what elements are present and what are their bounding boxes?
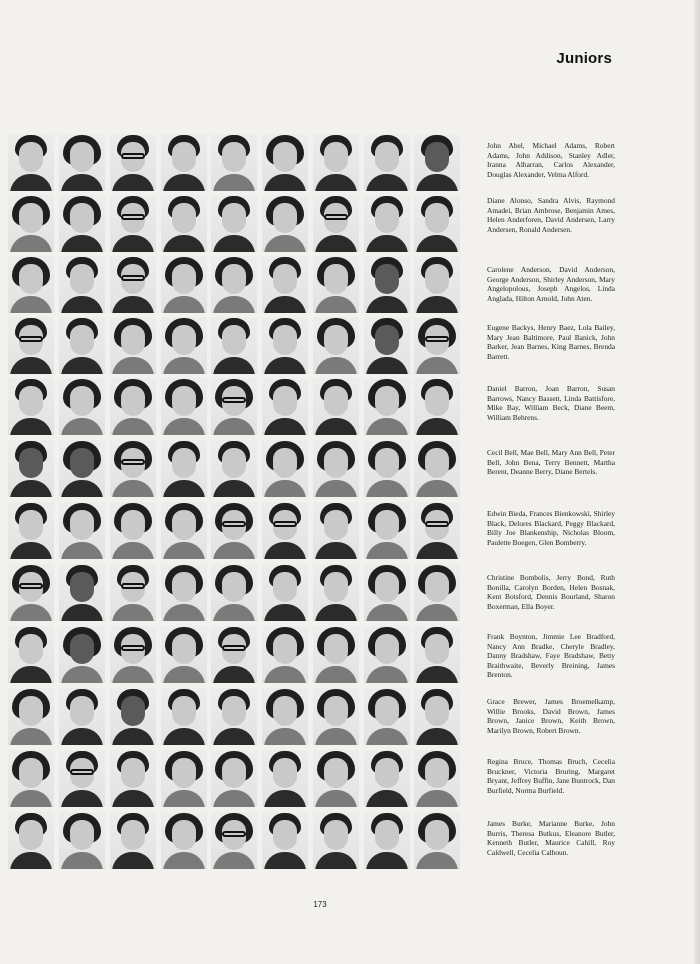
portrait-row	[8, 440, 464, 498]
student-portrait	[414, 317, 460, 374]
student-portrait	[161, 626, 207, 683]
student-portrait	[8, 440, 54, 497]
student-portrait	[313, 688, 359, 745]
student-portrait	[313, 317, 359, 374]
student-portrait	[110, 502, 156, 559]
student-portrait	[161, 256, 207, 313]
portrait-row	[8, 317, 464, 375]
student-portrait	[262, 256, 308, 313]
student-portrait	[262, 317, 308, 374]
student-portrait	[364, 626, 410, 683]
portrait-row	[8, 256, 464, 314]
student-portrait	[8, 256, 54, 313]
student-portrait	[262, 502, 308, 559]
student-portrait	[161, 195, 207, 252]
student-portrait	[414, 502, 460, 559]
student-portrait	[313, 564, 359, 621]
student-portrait	[8, 502, 54, 559]
student-portrait	[8, 626, 54, 683]
student-portrait	[211, 317, 257, 374]
student-portrait	[313, 195, 359, 252]
portrait-row	[8, 134, 464, 192]
student-portrait	[59, 378, 105, 435]
student-portrait	[161, 750, 207, 807]
name-caption: Christine Bombolis, Jerry Bond, Ruth Bonilla, Carolyn Borden, Helen Bosnak, Kent Botsford, Dennis Bourland, Sharon Boxerman, Ella Boyer.	[487, 573, 615, 611]
student-portrait	[161, 378, 207, 435]
name-caption: Carolene Anderson, David Anderson, George Anderson, Shirley Anderson, Mary Angelopolous, Joseph Angelos, Linda Anglada, Hilton Arnold, John Aten.	[487, 265, 615, 303]
student-portrait	[161, 564, 207, 621]
student-portrait	[59, 256, 105, 313]
student-portrait	[110, 195, 156, 252]
student-portrait	[262, 812, 308, 869]
student-portrait	[211, 378, 257, 435]
name-caption: Edwin Bieda, Frances Bienkowski, Shirley Black, Delores Blackard, Peggy Blackard, Billy Joe Blankenship, Nicholas Bloom, Paulette Boegen, Glen Bomberry.	[487, 509, 615, 547]
student-portrait	[414, 256, 460, 313]
student-portrait	[110, 440, 156, 497]
student-portrait	[364, 256, 410, 313]
portrait-row	[8, 750, 464, 808]
student-portrait	[211, 195, 257, 252]
student-portrait	[414, 626, 460, 683]
student-portrait	[110, 378, 156, 435]
student-portrait	[8, 317, 54, 374]
student-portrait	[364, 564, 410, 621]
student-portrait	[211, 750, 257, 807]
student-portrait	[364, 750, 410, 807]
student-portrait	[59, 564, 105, 621]
student-portrait	[8, 134, 54, 191]
student-portrait	[364, 195, 410, 252]
page-edge	[694, 0, 700, 964]
student-portrait	[8, 195, 54, 252]
student-portrait	[211, 440, 257, 497]
student-portrait	[161, 317, 207, 374]
student-portrait	[262, 626, 308, 683]
portrait-row	[8, 688, 464, 746]
name-caption: Daniel Barron, Joan Barron, Susan Barrows, Nancy Bassett, Linda Battisfore, Mike Bay, William Beck, Diane Beem, William Behrens.	[487, 384, 615, 422]
student-portrait	[161, 134, 207, 191]
student-portrait	[59, 688, 105, 745]
student-portrait	[110, 134, 156, 191]
student-portrait	[364, 502, 410, 559]
student-portrait	[313, 134, 359, 191]
student-portrait	[313, 378, 359, 435]
student-portrait	[110, 688, 156, 745]
student-portrait	[211, 688, 257, 745]
student-portrait	[59, 440, 105, 497]
portrait-row	[8, 626, 464, 684]
name-caption: Diane Alonso, Sandra Alvis, Raymond Amadei, Brian Ambrose, Benjamin Ames, Helen Anderforen, David Andersen, Larry Andersen, Ronald Andersen.	[487, 196, 615, 234]
student-portrait	[262, 134, 308, 191]
student-portrait	[262, 688, 308, 745]
student-portrait	[262, 440, 308, 497]
student-portrait	[211, 256, 257, 313]
name-caption: Regina Bruce, Thomas Bruch, Cecelia Bruckner, Victoria Bruring, Margaret Bryant, Jeffrey Buffin, Jane Buntrock, Dan Burfield, Norma Burfield.	[487, 757, 615, 795]
student-portrait	[262, 750, 308, 807]
name-caption: John Abel, Michael Adams, Robert Adams, John Addison, Stanley Adler, Iranna Alharran, Carlos Alexander, Douglas Alexander, Velma Alford.	[487, 141, 615, 179]
student-portrait	[59, 502, 105, 559]
name-caption: Frank Boynton, Jimmie Lee Bradford, Nancy Ann Bradke, Cheryle Bradley, Danny Bradshaw, Faye Bradshaw, Betty Braithwaite, Beverly Breining, James Brenton.	[487, 632, 615, 680]
name-caption: James Burke, Marianne Burke, John Burris, Theresa Butkus, Eleanore Butler, Kenneth Butler, Maurice Cahill, Roy Caldwell, Cecelia Calhoun.	[487, 819, 615, 857]
student-portrait	[364, 440, 410, 497]
student-portrait	[364, 378, 410, 435]
student-portrait	[161, 440, 207, 497]
name-caption: Grace Brewer, James Broemelkamp, Willie Brooks, David Brown, James Brown, Janice Brown, Keith Brown, Marilyn Brown, Robert Brown.	[487, 697, 615, 735]
student-portrait	[161, 502, 207, 559]
student-portrait	[313, 502, 359, 559]
student-portrait	[313, 440, 359, 497]
student-portrait	[59, 195, 105, 252]
student-portrait	[59, 626, 105, 683]
student-portrait	[161, 688, 207, 745]
student-portrait	[8, 688, 54, 745]
name-caption: Cecil Bell, Mae Bell, Mary Ann Bell, Peter Bell, John Bena, Terry Bennett, Martha Berent, Deanne Berry, Diane Bertels.	[487, 448, 615, 477]
student-portrait	[364, 134, 410, 191]
student-portrait	[59, 750, 105, 807]
student-portrait	[414, 812, 460, 869]
student-portrait	[59, 317, 105, 374]
student-portrait	[211, 626, 257, 683]
student-portrait	[414, 564, 460, 621]
name-caption: Eugene Backys, Henry Baez, Lola Bailey, Mary Jean Baltimore, Paul Banick, John Barker, Jean Barnes, King Barnes, Brenda Barrett.	[487, 323, 615, 361]
student-portrait	[364, 317, 410, 374]
student-portrait	[110, 256, 156, 313]
student-portrait	[8, 750, 54, 807]
portrait-row	[8, 378, 464, 436]
student-portrait	[364, 812, 410, 869]
portrait-row	[8, 502, 464, 560]
portrait-row	[8, 195, 464, 253]
student-portrait	[364, 688, 410, 745]
student-portrait	[59, 134, 105, 191]
student-portrait	[211, 502, 257, 559]
student-portrait	[110, 812, 156, 869]
student-portrait	[313, 256, 359, 313]
student-portrait	[414, 440, 460, 497]
student-portrait	[110, 317, 156, 374]
student-portrait	[313, 750, 359, 807]
student-portrait	[313, 812, 359, 869]
section-title: Juniors	[556, 50, 612, 67]
student-portrait	[414, 378, 460, 435]
student-portrait	[211, 134, 257, 191]
student-portrait	[59, 812, 105, 869]
student-portrait	[110, 564, 156, 621]
student-portrait	[8, 378, 54, 435]
student-portrait	[211, 812, 257, 869]
student-portrait	[110, 750, 156, 807]
student-portrait	[262, 564, 308, 621]
page-number: 173	[313, 900, 327, 909]
student-portrait	[414, 750, 460, 807]
portrait-row	[8, 564, 464, 622]
student-portrait	[262, 195, 308, 252]
student-portrait	[414, 195, 460, 252]
student-portrait	[8, 812, 54, 869]
student-portrait	[211, 564, 257, 621]
student-portrait	[313, 626, 359, 683]
student-portrait	[110, 626, 156, 683]
student-portrait	[262, 378, 308, 435]
portrait-row	[8, 812, 464, 870]
student-portrait	[8, 564, 54, 621]
student-portrait	[161, 812, 207, 869]
student-portrait	[414, 688, 460, 745]
student-portrait	[414, 134, 460, 191]
